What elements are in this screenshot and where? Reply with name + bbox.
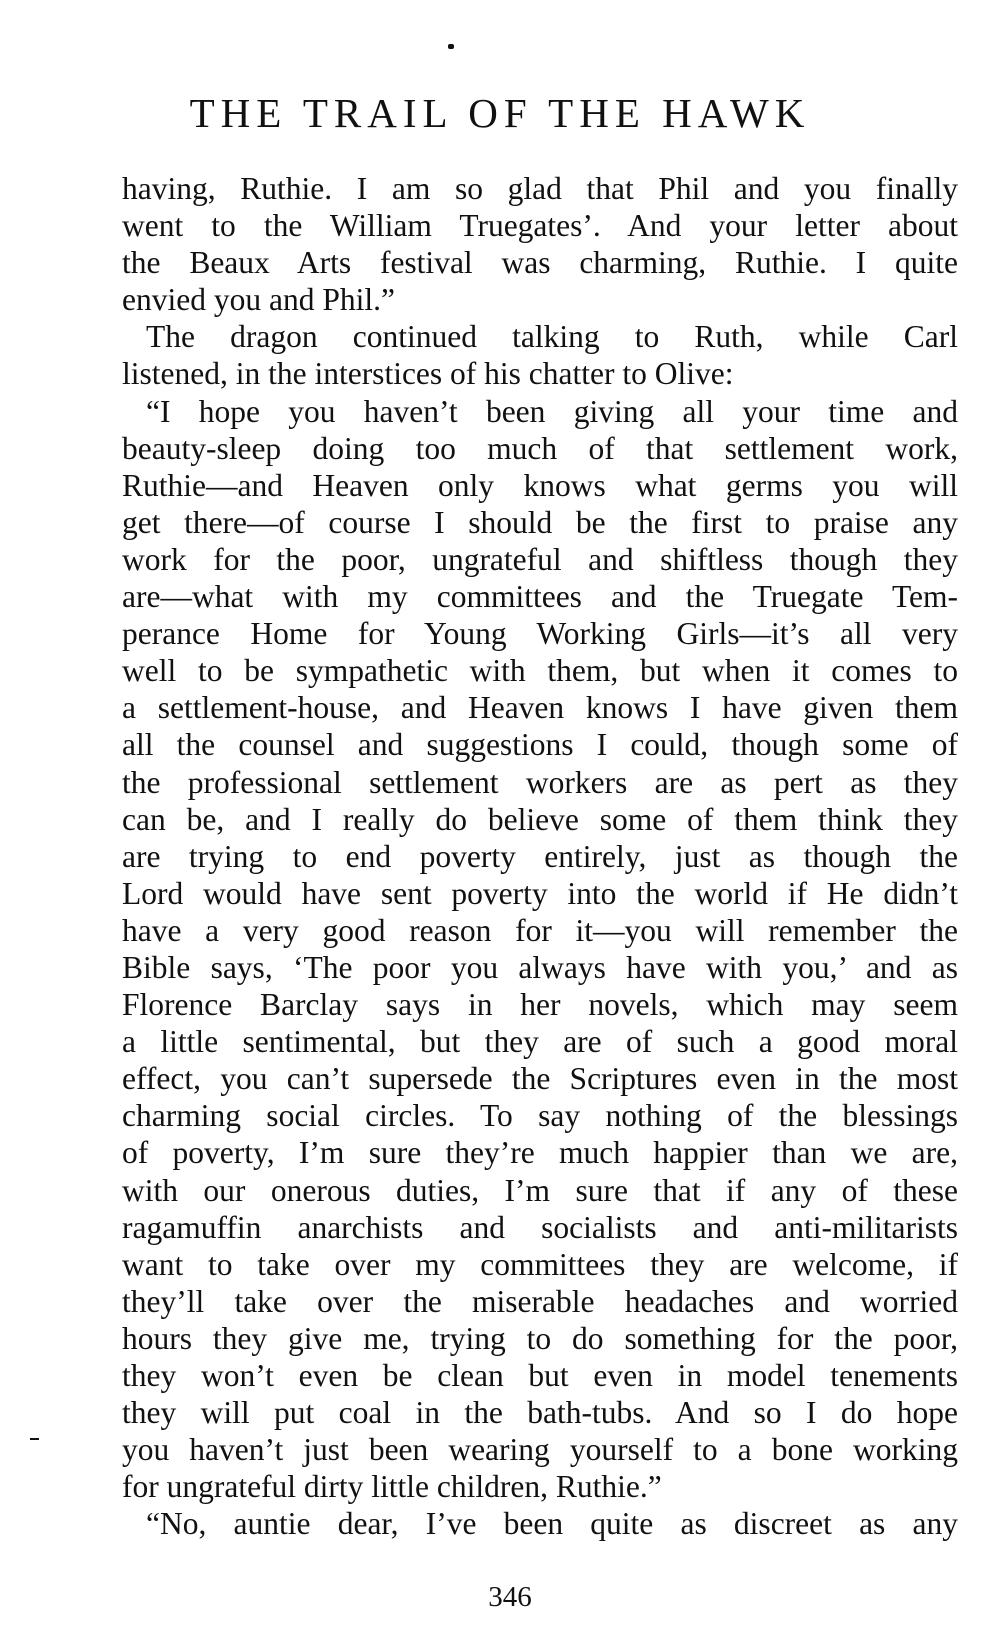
text-line: you haven’t just been wearing yourself to a bone working [122, 1432, 958, 1468]
text-line: beauty-sleep doing too much of that settlement work, [122, 430, 958, 466]
text-line: “No, auntie dear, I’ve been quite as discreet as any [146, 1506, 958, 1542]
text-line: with our onerous duties, I’m sure that if any of these [122, 1172, 958, 1208]
text-line: ragamuffin anarchists and socialists and anti-militarists [122, 1209, 958, 1245]
text-line: can be, and I really do believe some of them think they [122, 801, 958, 837]
text-line: Bible says, ‘The poor you always have with you,’ and as [122, 949, 958, 985]
text-line: effect, you can’t supersede the Scriptures even in the most [122, 1061, 958, 1097]
text-line: Lord would have sent poverty into the world if He didn’t [122, 875, 958, 911]
text-line: work for the poor, ungrateful and shiftless though they [122, 541, 958, 577]
text-line: “I hope you haven’t been giving all your time and [146, 393, 958, 429]
text-line: for ungrateful dirty little children, Ruthie.” [122, 1469, 662, 1505]
text-line: are—what with my committees and the Truegate Tem- [122, 579, 958, 615]
margin-mark [30, 1438, 39, 1440]
text-line: the Beaux Arts festival was charming, Ruthie. I quite [122, 245, 958, 281]
running-head: THE TRAIL OF THE HAWK [189, 90, 811, 136]
text-line: perance Home for Young Working Girls—it’s all very [122, 616, 958, 652]
text-line: they won’t even be clean but even in model tenements [122, 1358, 958, 1393]
text-line: a settlement-house, and Heaven knows I have given them [122, 690, 958, 726]
text-line: they will put coal in the bath-tubs. And so I do hope [122, 1395, 958, 1431]
body-text [122, 170, 958, 1542]
text-line: are trying to end poverty entirely, just as though the [122, 838, 958, 874]
text-line: they’ll take over the miserable headaches and worried [122, 1283, 958, 1319]
text-line: have a very good reason for it—you will remember the [122, 912, 958, 948]
text-line: the professional settlement workers are as pert as they [122, 764, 958, 800]
ink-speck [448, 44, 454, 49]
text-line: having, Ruthie. I am so glad that Phil and you finally [122, 171, 958, 206]
text-line: get there—of course I should be the first to praise any [122, 504, 958, 540]
text-line: listened, in the interstices of his chatter to Olive: [122, 356, 734, 392]
text-line: went to the William Truegates’. And your letter about [122, 208, 958, 244]
text-line: Florence Barclay says in her novels, which may seem [122, 987, 958, 1023]
text-line: hours they give me, trying to do something for the poor, [122, 1320, 958, 1356]
text-line: The dragon continued talking to Ruth, while Carl [146, 319, 958, 355]
text-line: envied you and Phil.” [122, 282, 395, 318]
text-line: charming social circles. To say nothing of the blessings [122, 1098, 958, 1134]
text-line: well to be sympathetic with them, but when it comes to [122, 653, 958, 689]
text-line: of poverty, I’m sure they’re much happier than we are, [122, 1135, 958, 1171]
page-number: 346 [488, 1581, 532, 1613]
text-line: all the counsel and suggestions I could, though some of [122, 727, 958, 763]
text-line: want to take over my committees they are welcome, if [122, 1246, 958, 1282]
text-line: a little sentimental, but they are of such a good moral [122, 1024, 958, 1060]
text-line: Ruthie—and Heaven only knows what germs you will [122, 467, 958, 503]
